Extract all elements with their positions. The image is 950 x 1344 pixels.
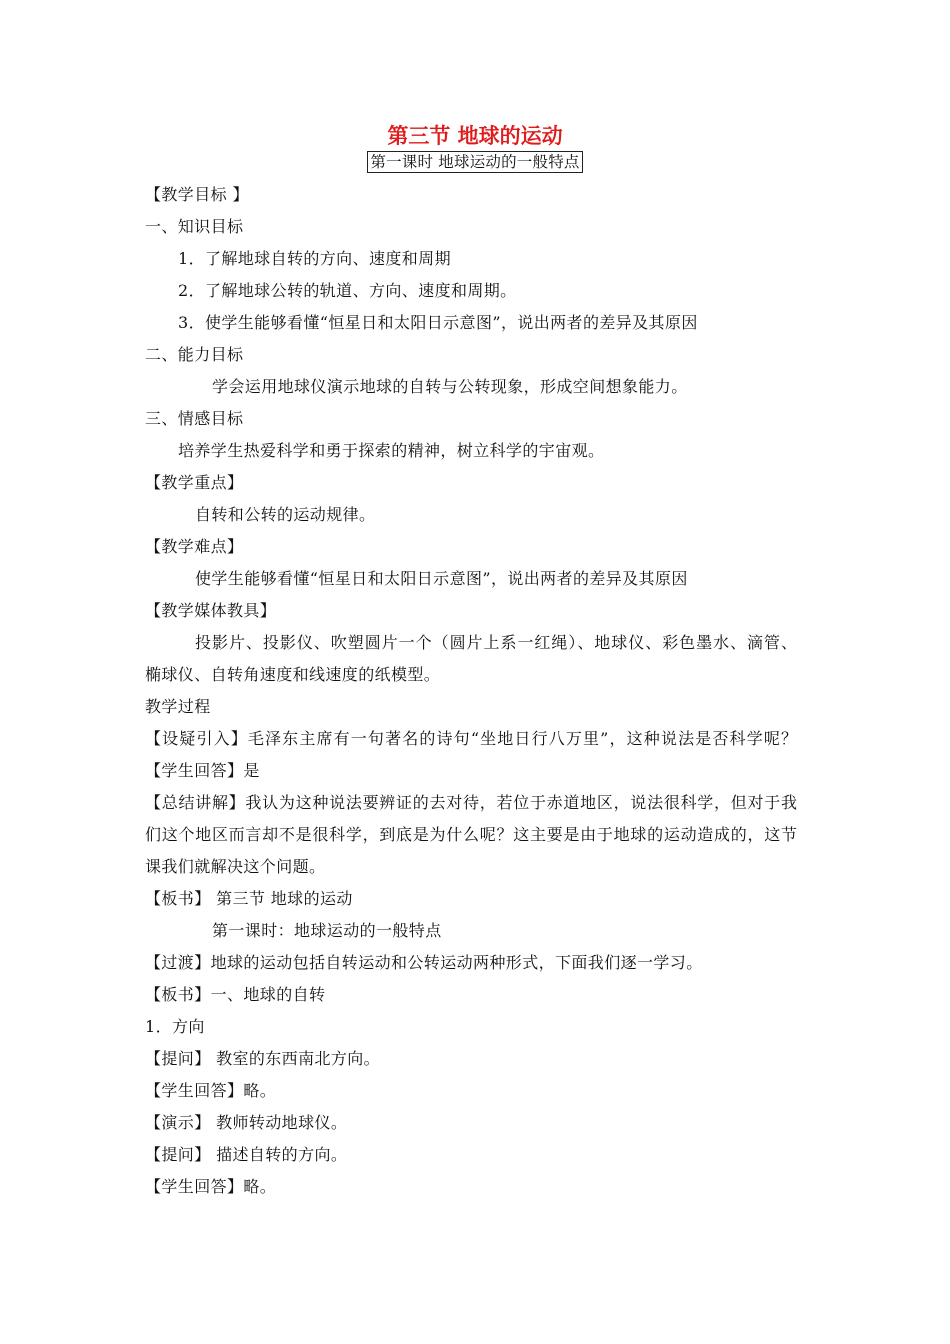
- direction-heading: 1．方向: [145, 1017, 205, 1036]
- section-heading-key-points: 【教学重点】: [145, 473, 244, 492]
- subtitle-container: [0, 151, 950, 173]
- knowledge-objective-item: 1．了解地球自转的方向、速度和周期: [178, 249, 451, 268]
- question-line: 【提问】 教室的东西南北方向。: [145, 1049, 381, 1068]
- document-title: 第三节 地球的运动: [387, 124, 563, 148]
- question-line: 【提问】 描述自转的方向。: [145, 1145, 348, 1164]
- knowledge-objective-item: 2．了解地球公转的轨道、方向、速度和周期。: [178, 281, 517, 300]
- blackboard-heading: 【板书】 第三节 地球的运动: [145, 889, 353, 908]
- knowledge-objective-item: 3．使学生能够看懂“恒星日和太阳日示意图”，说出两者的差异及其原因: [178, 313, 698, 332]
- summary-text-line: 们这个地区而言却不是很科学，到底是为什么呢？这主要是由于地球的运动造成的，这节: [145, 825, 797, 844]
- summary-text-line: 课我们就解决这个问题。: [145, 857, 326, 876]
- difficulties-text: 使学生能够看懂“恒星日和太阳日示意图”，说出两者的差异及其原因: [195, 569, 688, 588]
- emotion-objective-heading: 三、情感目标: [145, 409, 244, 428]
- student-answer: 【学生回答】是: [145, 761, 260, 780]
- media-text-line: 投影片、投影仪、吹塑圆片一个（圆片上系一红绳）、地球仪、彩色墨水、滴管、: [195, 633, 797, 652]
- ability-objective-text: 学会运用地球仪演示地球的自转与公转现象，形成空间想象能力。: [212, 377, 688, 396]
- ability-objective-heading: 二、能力目标: [145, 345, 244, 364]
- student-answer: 【学生回答】略。: [145, 1081, 277, 1100]
- knowledge-objective-heading: 一、知识目标: [145, 217, 244, 236]
- section-heading-difficulties: 【教学难点】: [145, 537, 244, 556]
- document-subtitle: 第一课时 地球运动的一般特点: [367, 151, 582, 173]
- media-text-line: 椭球仪、自转角速度和线速度的纸模型。: [145, 665, 441, 684]
- blackboard-rotation: 【板书】一、地球的自转: [145, 985, 326, 1004]
- blackboard-subheading: 第一课时：地球运动的一般特点: [212, 921, 442, 940]
- section-heading-objectives: 【教学目标 】: [145, 185, 249, 204]
- transition-text: 【过渡】地球的运动包括自转运动和公转运动两种形式，下面我们逐一学习。: [145, 953, 703, 972]
- demo-line: 【演示】 教师转动地球仪。: [145, 1113, 348, 1132]
- key-points-text: 自转和公转的运动规律。: [195, 505, 376, 524]
- student-answer: 【学生回答】略。: [145, 1177, 277, 1196]
- section-heading-media: 【教学媒体教具】: [145, 601, 277, 620]
- summary-text-line: 【总结讲解】我认为这种说法要辨证的去对待，若位于赤道地区，说法很科学，但对于我: [145, 793, 797, 812]
- intro-question: 【设疑引入】毛泽东主席有一句著名的诗句“坐地日行八万里”，这种说法是否科学呢？: [145, 729, 797, 748]
- section-heading-process: 教学过程: [145, 697, 211, 716]
- emotion-objective-text: 培养学生热爱科学和勇于探索的精神，树立科学的宇宙观。: [178, 441, 605, 460]
